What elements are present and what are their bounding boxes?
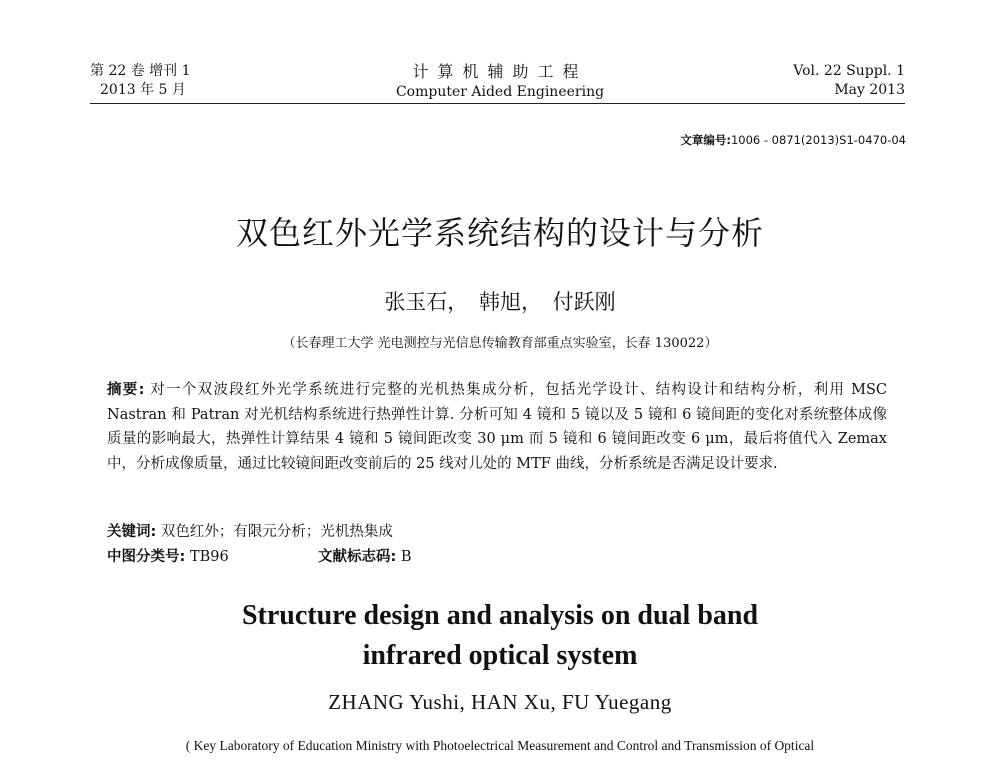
page-title-cn: 双色红外光学系统结构的设计与分析 — [235, 214, 764, 252]
abstract — [107, 378, 887, 476]
abstract-label: 摘要: — [107, 382, 145, 398]
keywords-text: 双色红外；有限元分析；光机热集成 — [156, 524, 393, 540]
document-code — [318, 545, 412, 566]
keywords-label: 关键词: — [107, 524, 157, 540]
classification-label: 中图分类号: — [107, 549, 186, 565]
title-en-line2: infrared optical system — [362, 640, 638, 671]
abstract-text: 对一个双波段红外光学系统进行完整的光机热集成分析，包括光学设计、结构设计和结构分析，利用 MSC Nastran 和 Patran 对光机结构系统进行热弹性计算. 分析可知 4 镜和 5 镜以及 5 镜和 6 镜间距的变化对系统整体成像质量的影响最大，热弹性计算结果 4 镜和 5 镜间距改变 30 μm 而 5 镜和 6 镜间距改变 6 μm，最后将值代入 Zemax 中，分析成像质量，通过比较镜间距改变前后的 25 线对儿处的 MTF 曲线，分析系统是否满足设计要求. — [107, 382, 887, 472]
header-vol-en: Vol. 22 Suppl. 1 — [793, 63, 905, 79]
article-number — [680, 132, 906, 148]
doc-code-label: 文献标志码: — [318, 549, 397, 565]
article-number-label: 文章编号: — [680, 133, 731, 147]
authors-en: ZHANG Yushi, HAN Xu, FU Yuegang — [328, 690, 672, 714]
affiliation-cn: （长春理工大学 光电测控与光信息传输教育部重点实验室，长春 130022） — [282, 336, 718, 351]
classification — [107, 545, 229, 566]
header-date-cn: 2013 年 5 月 — [100, 82, 186, 98]
header-date-en: May 2013 — [834, 82, 905, 98]
classification-value: TB96 — [185, 549, 229, 565]
page-title-en — [0, 596, 1000, 676]
authors-cn: 张玉石， 韩旭， 付跃刚 — [384, 290, 616, 314]
journal-name-en: Computer Aided Engineering — [395, 84, 605, 100]
affiliation-en: ( Key Laboratory of Education Ministry with Photoelectrical Measurement and Control and Transmission of Optical — [185, 738, 815, 753]
header-volume: 第 22 卷 增刊 1 — [90, 63, 191, 79]
header-volume-en — [793, 62, 905, 100]
journal-name-cn: 计算机辅助工程 — [412, 62, 588, 81]
title-en-line1: Structure design and analysis on dual band — [241, 600, 759, 631]
header-divider — [90, 103, 905, 104]
doc-code-value: B — [396, 549, 412, 565]
article-number-value: 1006 - 0871(2013)S1-0470-04 — [730, 133, 906, 147]
keywords — [107, 520, 393, 541]
